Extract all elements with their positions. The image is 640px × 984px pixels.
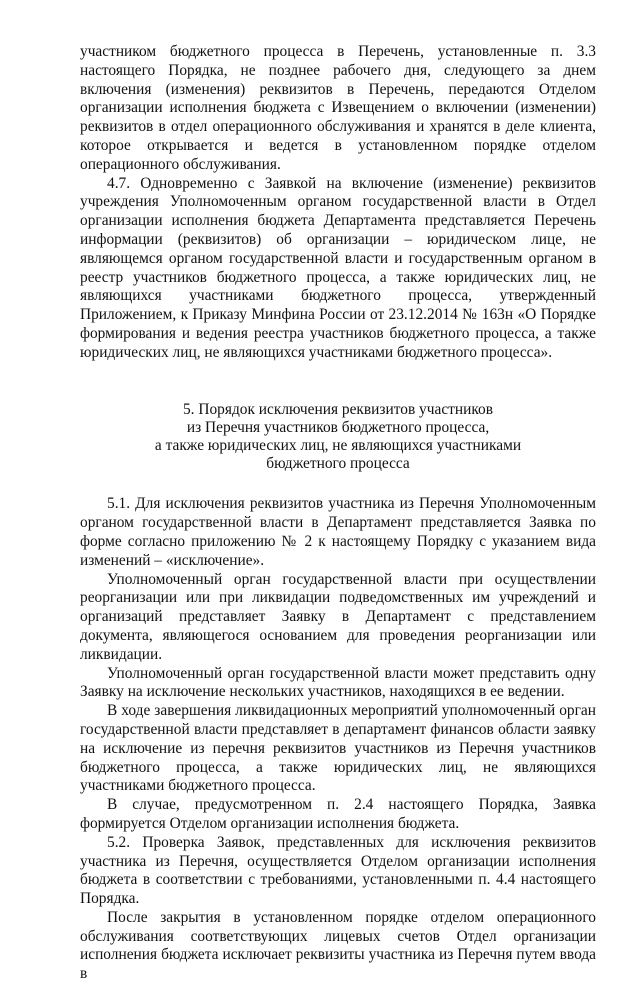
heading-line: бюджетного процесса	[266, 455, 410, 473]
heading-line: а также юридических лиц, не являющихся участниками	[154, 436, 522, 454]
heading-line: 5. Порядок исключения реквизитов участников	[182, 400, 494, 418]
paragraph-continuation: участником бюджетного процесса в Перечень, установленные п. 3.3 настоящего Порядка, не позднее рабочего дня, следующего за днем включения (изменения) реквизитов в Перечень, передаются Отделом организации исполнения бюджета с Извещением о включении (изменении) реквизитов в отдел операционного обслуживания и хранятся в деле клиента, которое открывается и ведется в установленном порядке отделом операционного обслуживания.	[80, 43, 596, 173]
section-5-heading	[80, 401, 596, 474]
paragraph-5-1: 5.1. Для исключения реквизитов участника из Перечня Уполномоченным органом государственной власти в Департамент представляется Заявка по форме согласно приложению № 2 к настоящему Порядку с указанием вида изменений – «исключение».	[80, 495, 596, 569]
heading-line: из Перечня участников бюджетного процесса,	[186, 418, 490, 436]
paragraph-5-2: 5.2. Проверка Заявок, представленных для исключения реквизитов участника из Перечня, осуществляется Отделом организации исполнения бюджета в соответствии с требованиями, установленными п. 4.4 настоящего Порядка.	[80, 833, 596, 908]
paragraph-single-request: Уполномоченный орган государственной власти может представить одну Заявку на исключение нескольких участников, находящихся в ее ведении.	[80, 664, 596, 701]
paragraph-closing-accounts: После закрытия в установленном порядке отделом операционного обслуживания соответствующих лицевых счетов Отдел организации исполнения бюджета исключает реквизиты участника из Перечня путем ввода в	[80, 908, 596, 983]
paragraph-reorganization: Уполномоченный орган государственной власти при осуществлении реорганизации или при ликвидации подведомственных им учреждений и организаций представляет Заявку в Департамент с представлением документа, являющегося основанием для проведения реорганизации или ликвидации.	[80, 570, 596, 663]
paragraph-case-2-4: В случае, предусмотренном п. 2.4 настоящего Порядка, Заявка формируется Отделом организации исполнения бюджета.	[80, 796, 596, 832]
paragraph-liquidation: В ходе завершения ликвидационных мероприятий уполномоченный орган государственной власти представляет в департамент финансов области заявку на исключение из перечня реквизитов участников из Перечня участников бюджетного процесса, а также юридических лиц, не являющихся участниками бюджетного процесса.	[80, 702, 596, 795]
document-page	[80, 43, 596, 984]
paragraph-4-7: 4.7. Одновременно с Заявкой на включение (изменение) реквизитов учреждения Уполномоченным органом государственной власти в Отдел организации исполнения бюджета Департамента представляется Перечень информации (реквизитов) об организации – юридическом лице, не являющемся органом государственной власти и государственным органом в реестр участников бюджетного процесса, а также юридических лиц, не являющихся участниками бюджетного процесса, утвержденный Приложением, к Приказу Минфина России от 23.12.2014 № 163н «О Порядке формирования и ведения реестра участников бюджетного процесса, а также юридических лиц, не являющихся участниками бюджетного процесса».	[80, 174, 596, 361]
